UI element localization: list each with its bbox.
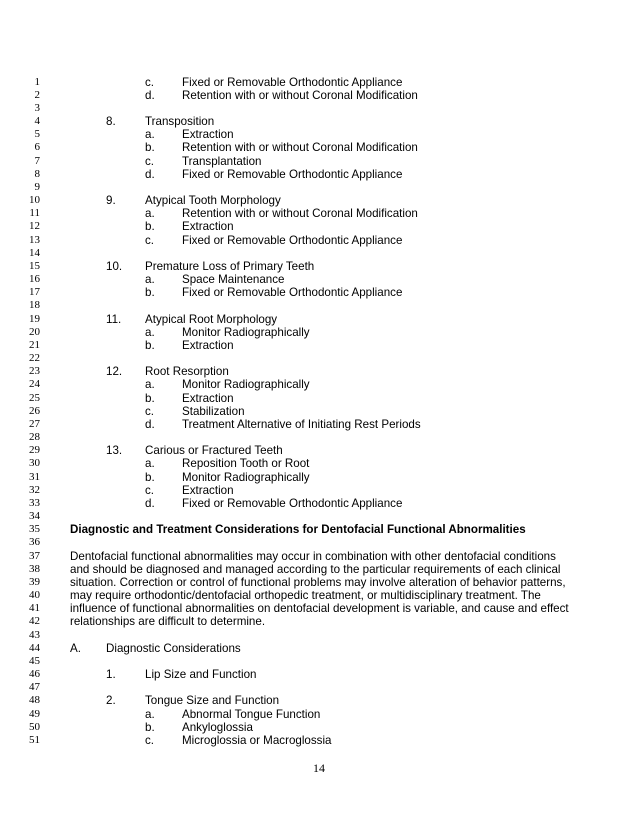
line-number: 37 [29,549,40,562]
list-item-text: Premature Loss of Primary Teeth [145,259,315,273]
line-number: 4 [34,115,40,127]
document-line [0,694,638,707]
line-number: 10 [29,194,40,207]
list-marker: d. [145,496,155,510]
document-line [0,273,638,286]
line-number: 9 [34,180,40,193]
document-line [0,352,638,365]
line-number: 33 [29,496,40,509]
document-line [0,247,638,260]
line-number: 45 [29,654,40,667]
line-number: 17 [29,286,40,299]
document-line [0,563,638,576]
document-line [0,721,638,734]
document-line [0,128,638,141]
list-item-text: Stabilization [182,404,245,418]
line-number: 34 [29,510,40,523]
list-marker: b. [145,220,155,234]
line-number: 20 [29,325,40,338]
document-line [0,681,638,694]
list-item-text: Fixed or Removable Orthodontic Appliance [182,233,403,247]
line-number: 48 [29,694,40,707]
list-item-text: Fixed or Removable Orthodontic Appliance [182,286,403,300]
line-number: 12 [29,220,40,233]
line-number: 46 [29,668,40,681]
line-number: 36 [29,536,40,549]
list-item-text: Extraction [182,220,234,234]
list-marker: 10. [106,259,123,273]
document-line [0,523,638,536]
line-number: 24 [29,378,40,391]
line-number: 3 [34,101,40,114]
document-line [0,194,638,207]
line-number: 43 [29,628,40,641]
list-marker: b. [145,720,155,734]
document-line [0,299,638,312]
line-number: 19 [29,312,40,325]
line-number: 16 [29,273,40,286]
line-text: influence of functional abnormalities on dentofacial development is variable, and cause and effect [70,602,569,616]
document-line [0,642,638,655]
document-line [0,629,638,642]
list-marker: a. [145,128,155,142]
page-number: 14 [313,761,325,775]
list-item-text: Abnormal Tongue Function [182,707,321,721]
document-line [0,655,638,668]
list-marker: d. [145,417,155,431]
list-item-text: Extraction [182,483,234,497]
list-marker: c. [145,75,155,89]
list-marker: b. [145,391,155,405]
line-number: 7 [34,154,40,167]
list-marker: c. [145,404,155,418]
document-line [0,550,638,563]
document-line [0,668,638,681]
list-item-text: Space Maintenance [182,273,285,287]
document-line [0,497,638,510]
line-number: 40 [29,589,40,602]
list-item-text: Transposition [145,115,215,128]
document-line [0,339,638,352]
list-marker: d. [145,88,155,102]
list-item-text: Transplantation [182,154,262,168]
line-text: Dentofacial functional abnormalities may occur in combination with other dentofacial conditions [70,549,556,563]
line-number: 44 [29,641,40,654]
list-marker: a. [145,457,155,471]
document-line [0,484,638,497]
document-line [0,444,638,457]
document-line [0,602,638,615]
document-line [0,115,638,128]
line-number: 21 [29,338,40,351]
list-item-text: Retention with or without Coronal Modification [182,207,418,221]
line-number: 32 [29,483,40,496]
list-marker: a. [145,707,155,721]
list-item-text: Lip Size and Function [145,668,257,682]
list-marker: c. [145,483,155,497]
document-line [0,168,638,181]
list-marker: a. [145,207,155,221]
list-item-text: Extraction [182,391,234,405]
document-line [0,536,638,549]
line-number: 31 [29,470,40,483]
line-number: 22 [29,352,40,365]
document-line [0,431,638,444]
list-marker: 13. [106,444,123,458]
list-item-text: Ankyloglossia [182,720,253,734]
line-number: 25 [29,391,40,404]
list-item-text: Monitor Radiographically [182,470,310,484]
line-number: 39 [29,575,40,588]
list-item-text: Atypical Root Morphology [145,312,278,326]
line-number: 15 [29,259,40,272]
line-number: 50 [29,720,40,733]
line-number: 42 [29,615,40,628]
document-line [0,392,638,405]
list-item-text: Monitor Radiographically [182,325,310,339]
line-number: 38 [29,562,40,575]
document-line [0,326,638,339]
document-line [0,220,638,233]
list-item-text: Atypical Tooth Morphology [145,194,281,208]
section-heading: Diagnostic and Treatment Considerations for Dentofacial Functional Abnormalities [70,523,526,537]
list-marker: b. [145,141,155,155]
list-item-text: Root Resorption [145,365,229,379]
list-marker: 1. [106,668,116,682]
document-line [0,378,638,391]
line-number: 47 [29,681,40,694]
line-number: 49 [29,707,40,720]
document-line [0,615,638,628]
line-number: 18 [29,299,40,312]
list-marker: c. [145,734,155,747]
list-marker: 12. [106,365,123,379]
document-line [0,589,638,602]
document-line [0,471,638,484]
line-number: 5 [34,128,40,141]
line-text: relationships are difficult to determine. [70,615,266,629]
list-marker: a. [145,273,155,287]
line-number: 41 [29,602,40,615]
line-number: 35 [29,523,40,536]
line-number: 14 [29,246,40,259]
document-line [0,207,638,220]
document-line [0,405,638,418]
list-marker: a. [145,378,155,392]
document-line [0,576,638,589]
document-line [0,260,638,273]
document-line [0,708,638,721]
line-number: 30 [29,457,40,470]
line-number: 26 [29,404,40,417]
document-line [0,181,638,194]
list-marker: 8. [106,115,116,128]
document-line [0,234,638,247]
document-line [0,155,638,168]
document-line [0,313,638,326]
list-item-text: Fixed or Removable Orthodontic Appliance [182,496,403,510]
document-line [0,418,638,431]
line-number: 6 [34,141,40,154]
list-item-text: Treatment Alternative of Initiating Rest Periods [182,417,421,431]
list-item-text: Diagnostic Considerations [106,641,241,655]
line-number: 27 [29,417,40,430]
line-text: A. [70,641,81,655]
document-line [0,286,638,299]
document-line [0,365,638,378]
list-item-text: Extraction [182,128,234,142]
list-item-text: Tongue Size and Function [145,694,280,708]
line-number: 13 [29,233,40,246]
list-marker: c. [145,233,155,247]
line-text: situation. Correction or control of functional problems may involve alteration of behavior patterns, [70,575,566,589]
line-text: and should be diagnosed and managed according to the particular requirements of each clinical [70,562,561,576]
list-item-text: Carious or Fractured Teeth [145,444,283,458]
line-number: 28 [29,431,40,444]
list-item-text: Microglossia or Macroglossia [182,734,332,747]
list-item-text: Fixed or Removable Orthodontic Appliance [182,167,403,181]
line-number: 1 [34,75,40,88]
line-text: may require orthodontic/dentofacial orthopedic treatment, or multidisciplinary treatment. The [70,589,541,603]
document-line [0,102,638,115]
line-number: 23 [29,365,40,378]
list-marker: a. [145,325,155,339]
list-item-text: Fixed or Removable Orthodontic Appliance [182,75,403,89]
line-number: 2 [34,88,40,101]
line-number: 29 [29,444,40,457]
line-number: 8 [34,167,40,180]
list-item-text: Monitor Radiographically [182,378,310,392]
document-line [0,734,638,747]
document-line [0,457,638,470]
list-marker: d. [145,167,155,181]
document-line [0,76,638,89]
list-marker: c. [145,154,155,168]
list-marker: 9. [106,194,116,208]
line-number: 51 [29,734,40,746]
list-item-text: Retention with or without Coronal Modification [182,141,418,155]
list-marker: 2. [106,694,116,708]
list-marker: 11. [106,312,122,326]
document-line [0,510,638,523]
list-item-text: Retention with or without Coronal Modification [182,88,418,102]
list-marker: b. [145,286,155,300]
list-item-text: Reposition Tooth or Root [182,457,310,471]
document-line [0,89,638,102]
list-marker: b. [145,470,155,484]
line-number: 11 [29,207,40,220]
list-marker: b. [145,338,155,352]
list-item-text: Extraction [182,338,234,352]
document-line [0,141,638,154]
